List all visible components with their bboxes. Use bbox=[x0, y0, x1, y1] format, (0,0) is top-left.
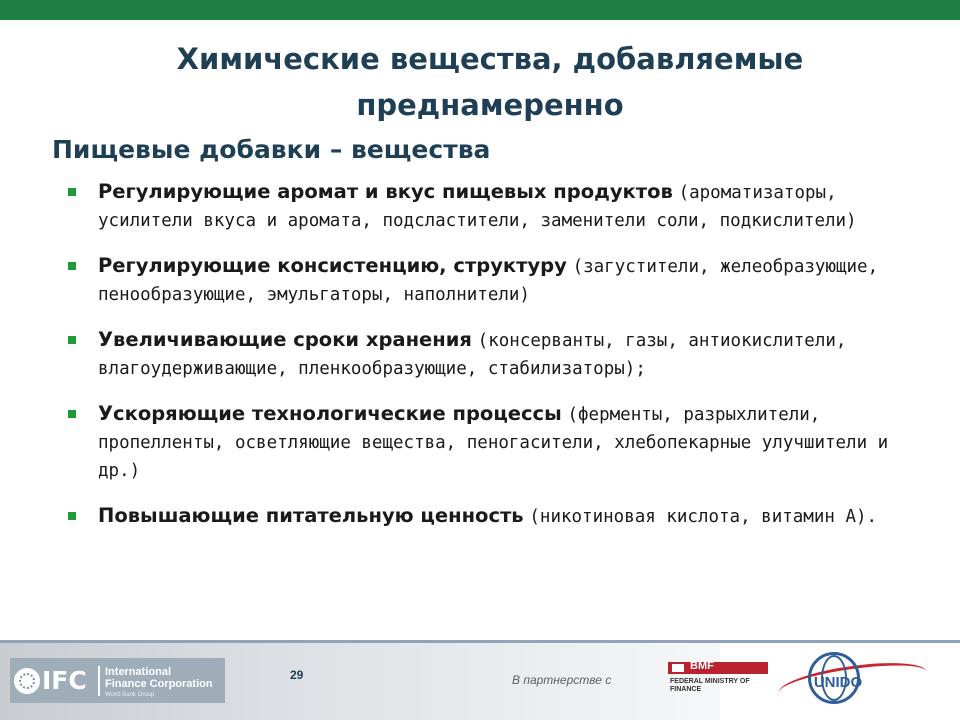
unido-label: UNIDO bbox=[813, 674, 863, 691]
ifc-subtext: World Bank Group bbox=[105, 692, 155, 698]
bullet-lead: Регулирующие консистенцию, структуру bbox=[98, 254, 567, 277]
bullet-square-icon bbox=[68, 262, 76, 270]
ifc-logo-block bbox=[10, 658, 225, 703]
bullet-lead: Увеличивающие сроки хранения bbox=[98, 328, 472, 351]
bullet-item-shelf-life bbox=[64, 326, 934, 383]
bullet-item-processes bbox=[64, 400, 934, 485]
ifc-name: International Finance Corporation bbox=[105, 666, 213, 690]
bullet-detail: (ферменты, разрыхлители, пропелленты, осветляющие вещества, пеногасители, хлебопекарные улучшители и др.) bbox=[98, 405, 889, 481]
footer-divider bbox=[0, 640, 960, 643]
bullet-lead: Ускоряющие технологические процессы bbox=[98, 402, 562, 425]
bullet-detail: (консерванты, газы, антиокислители, влагоудерживающие, пленкообразующие, стабилизаторы); bbox=[98, 331, 847, 379]
ifc-logo-text: IFC bbox=[42, 666, 87, 695]
top-accent-bar bbox=[0, 0, 960, 20]
logo-separator bbox=[98, 666, 100, 696]
bullet-lead: Регулирующие аромат и вкус пищевых продуктов bbox=[98, 180, 673, 203]
slide-subtitle: Пищевые добавки – вещества bbox=[52, 135, 491, 164]
unido-logo bbox=[778, 648, 928, 716]
title-line-1: Химические вещества, добавляемые bbox=[176, 42, 804, 76]
title-line-2: преднамеренно bbox=[356, 88, 624, 122]
bullet-square-icon bbox=[68, 512, 76, 520]
bmf-label: BMF bbox=[690, 660, 714, 672]
bullet-list bbox=[64, 178, 934, 548]
bullet-detail: (ароматизаторы, усилители вкуса и аромата, подсластители, заменители соли, подкислители) bbox=[98, 183, 857, 231]
eagle-icon bbox=[672, 664, 684, 672]
bullet-detail: (загустители, желеобразующие, пенообразующие, эмульгаторы, наполнители) bbox=[98, 257, 879, 305]
bullet-item-nutrition bbox=[64, 502, 934, 531]
bmf-logo bbox=[668, 660, 774, 702]
bullet-item-flavor bbox=[64, 178, 934, 235]
bullet-square-icon bbox=[68, 410, 76, 418]
bullet-item-consistency bbox=[64, 252, 934, 309]
slide-title bbox=[110, 36, 870, 128]
globe-icon bbox=[14, 668, 40, 694]
bullet-detail: (никотиновая кислота, витамин А). bbox=[529, 507, 878, 527]
bullet-square-icon bbox=[68, 336, 76, 344]
bmf-ministry-text: FEDERAL MINISTRY OF FINANCE bbox=[670, 678, 750, 693]
bullet-lead: Повышающие питательную ценность bbox=[98, 504, 524, 527]
page-number: 29 bbox=[290, 668, 304, 682]
partner-text: В партнерстве с bbox=[512, 673, 612, 687]
slide-footer bbox=[0, 640, 960, 720]
bullet-square-icon bbox=[68, 188, 76, 196]
